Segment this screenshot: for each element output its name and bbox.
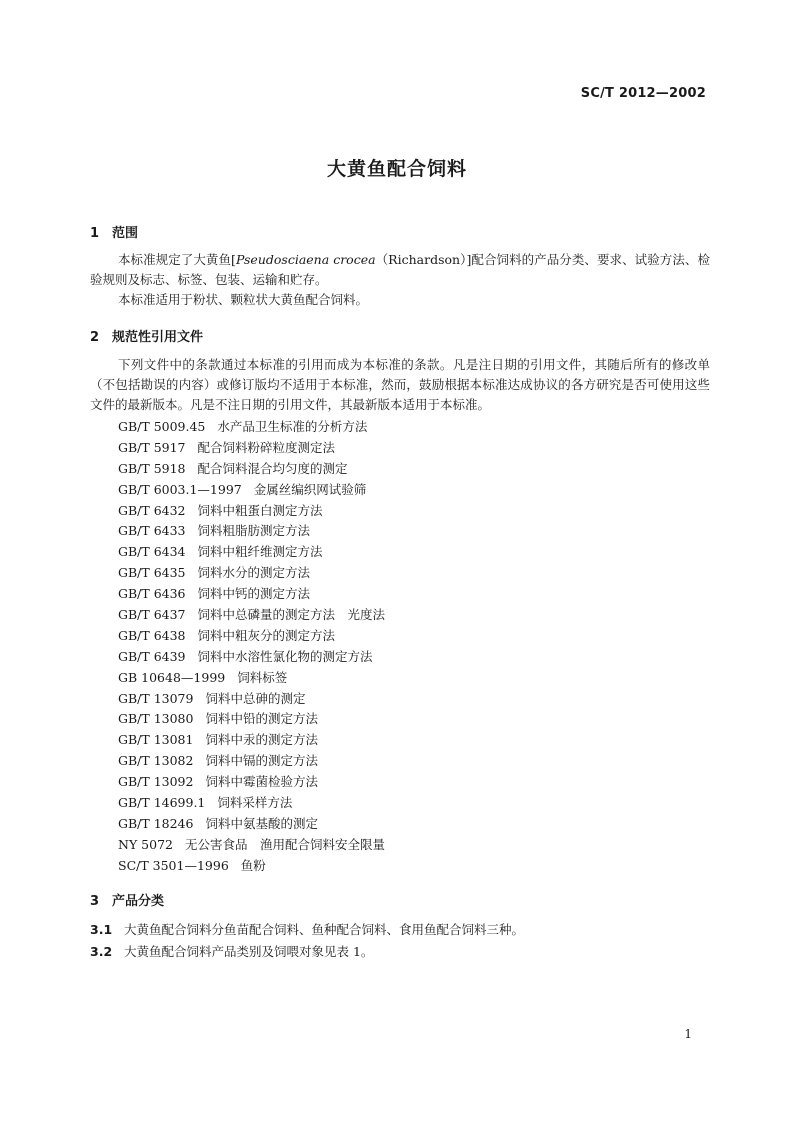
clause-text: 大黄鱼配合饲料分鱼苗配合饲料、鱼种配合饲料、食用鱼配合饲料三种。: [124, 922, 525, 937]
reference-list: [118, 417, 385, 877]
reference-item: [118, 563, 385, 584]
reference-name: 饲料中镉的测定方法: [205, 753, 318, 769]
reference-code: GB/T 13080: [118, 711, 194, 727]
paragraph-text: 本标准规定了大黄鱼[: [118, 252, 236, 267]
section-title: 范围: [112, 226, 139, 241]
reference-name: 饲料中霉菌检验方法: [205, 774, 318, 790]
reference-name: 饲料中总磷量的测定方法 光度法: [197, 607, 386, 623]
reference-item: [118, 689, 385, 710]
reference-name: 无公害食品 渔用配合饲料安全限量: [184, 836, 385, 852]
section-3-heading: [90, 890, 164, 909]
reference-item: [118, 626, 385, 647]
reference-code: GB/T 6432: [118, 502, 186, 518]
reference-code: GB/T 14699.1: [118, 795, 206, 811]
reference-code: GB/T 6439: [118, 648, 186, 664]
section-1-paragraph-2: 本标准适用于粉状、颗粒状大黄鱼配合饲料。: [118, 292, 369, 307]
reference-item: [118, 605, 385, 626]
section-number: 1: [90, 226, 100, 241]
reference-name: 饲料中粗灰分的测定方法: [197, 627, 336, 643]
reference-item: [118, 521, 385, 542]
reference-code: GB/T 13079: [118, 690, 194, 706]
reference-item: [118, 856, 385, 877]
section-number: 2: [90, 330, 100, 345]
standard-code: SC/T 2012—2002: [580, 86, 706, 101]
reference-code: GB/T 6434: [118, 544, 186, 560]
reference-name: 饲料采样方法: [217, 795, 293, 811]
reference-code: GB/T 13082: [118, 753, 194, 769]
reference-code: GB/T 13081: [118, 732, 194, 748]
reference-name: 饲料中总砷的测定: [205, 690, 306, 706]
reference-item: [118, 709, 385, 730]
paragraph-text: （Richardson）]配合饲料的产品分类、要求、试验方法、检验规则及标志、标签、包装、运输和贮存。: [90, 252, 710, 287]
reference-name: 金属丝编织网试验筛: [253, 481, 367, 497]
species-latin-name: Pseudosciaena crocea: [235, 252, 376, 267]
reference-code: GB/T 5918: [118, 460, 186, 476]
reference-code: GB/T 5009.45: [118, 419, 206, 434]
section-1-paragraph-1: [90, 250, 710, 290]
reference-name: 饲料中钙的测定方法: [197, 586, 311, 602]
reference-name: 鱼粉: [240, 857, 266, 873]
reference-item: [118, 793, 385, 814]
reference-item: [118, 501, 385, 522]
reference-item: [118, 542, 385, 563]
reference-code: GB/T 6438: [118, 627, 186, 643]
reference-name: 饲料水分的测定方法: [197, 565, 311, 581]
reference-item: [118, 772, 385, 793]
reference-code: NY 5072: [118, 836, 173, 852]
reference-item: [118, 647, 385, 668]
reference-code: GB/T 6003.1—1997: [118, 481, 242, 497]
clause-text: 大黄鱼配合饲料产品类别及饲喂对象见表 1。: [124, 944, 374, 959]
reference-item: [118, 751, 385, 772]
reference-item: [118, 668, 385, 689]
reference-item: [118, 459, 385, 480]
reference-name: 饲料标签: [237, 669, 288, 685]
reference-code: GB/T 13092: [118, 774, 194, 790]
reference-name: 饲料中水溶性氯化物的测定方法: [197, 648, 373, 664]
clause-3-2: [90, 942, 373, 962]
page-number: 1: [684, 1027, 692, 1041]
reference-item: [118, 438, 385, 459]
reference-item: [118, 730, 385, 751]
clause-number: 3.2: [90, 944, 113, 959]
reference-name: 饲料中氨基酸的测定: [205, 815, 318, 831]
document-title: 大黄鱼配合饲料: [326, 158, 467, 180]
reference-name: 水产品卫生标准的分析方法: [217, 419, 368, 434]
clause-3-1: [90, 920, 524, 940]
section-2-intro: 下列文件中的条款通过本标准的引用而成为本标准的条款。凡是注日期的引用文件，其随后所有的修改单（不包括勘误的内容）或修订版均不适用于本标准，然而，鼓励根据本标准达成协议的各方研究是否可使用这些文件的最新版本。凡是不注日期的引用文件，其最新版本适用于本标准。: [90, 357, 710, 412]
reference-item: [118, 835, 385, 856]
section-2-heading: [90, 326, 203, 345]
reference-code: GB 10648—1999: [118, 669, 226, 685]
reference-item: [118, 417, 385, 438]
reference-code: GB/T 6436: [118, 586, 186, 602]
section-number: 3: [90, 894, 100, 909]
reference-item: [118, 814, 385, 835]
section-title: 产品分类: [112, 894, 165, 909]
reference-name: 配合饲料粉碎粒度测定法: [197, 439, 336, 455]
reference-name: 饲料中粗蛋白测定方法: [197, 502, 323, 518]
section-1-heading: [90, 222, 138, 241]
reference-item: [118, 480, 385, 501]
reference-name: 饲料中粗纤维测定方法: [197, 544, 323, 560]
reference-code: GB/T 6433: [118, 523, 186, 539]
reference-name: 饲料中铅的测定方法: [205, 711, 318, 727]
reference-code: GB/T 6437: [118, 607, 186, 623]
section-title: 规范性引用文件: [112, 330, 204, 345]
reference-name: 饲料中汞的测定方法: [205, 732, 318, 748]
reference-name: 饲料粗脂肪测定方法: [197, 523, 311, 539]
reference-code: GB/T 5917: [118, 439, 186, 455]
reference-code: GB/T 18246: [118, 815, 194, 831]
clause-number: 3.1: [90, 922, 113, 937]
reference-code: GB/T 6435: [118, 565, 186, 581]
reference-item: [118, 584, 385, 605]
reference-name: 配合饲料混合均匀度的测定: [197, 460, 348, 476]
reference-code: SC/T 3501—1996: [118, 857, 229, 873]
